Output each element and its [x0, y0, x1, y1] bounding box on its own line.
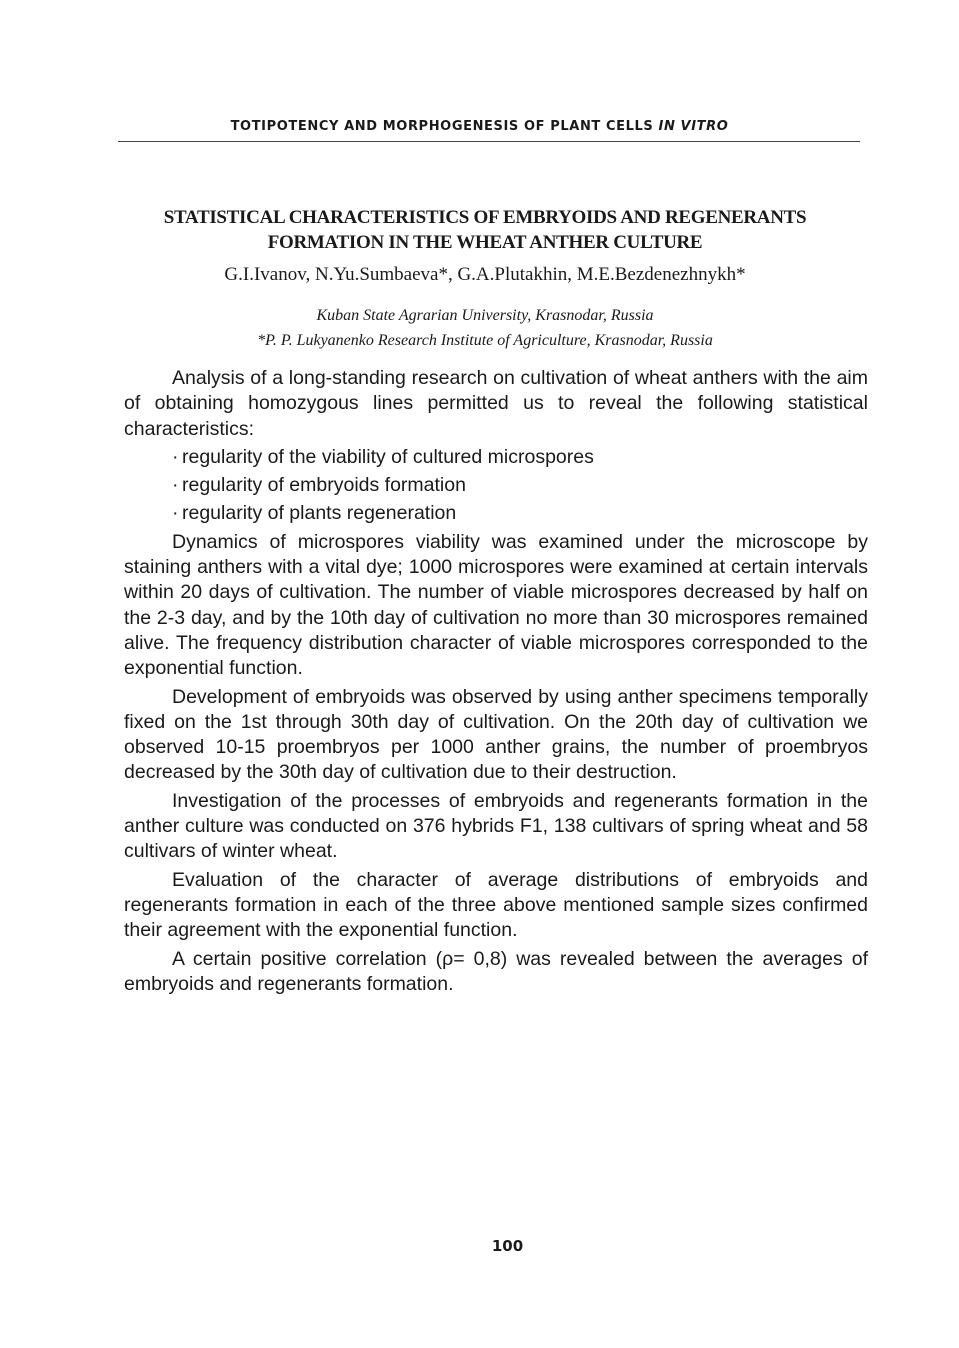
article-title — [110, 205, 860, 255]
paragraph-viability: Dynamics of microspores viability was examined under the microscope by staining anthers with a vital dye; 1000 microspores were examined at certain intervals within 20 days of cultivation. The number of viable microspores decreased by half on the 2-3 day, and by the 10th day of cultivation no more than 30 microspores remained alive. The frequency distribution character of viable microspores corresponded to the exponential function. — [124, 530, 868, 680]
title-line-2: FORMATION IN THE WHEAT ANTHER CULTURE — [267, 232, 703, 253]
list-item-text: regularity of the viability of cultured microspores — [182, 445, 594, 468]
paragraph-evaluation: Evaluation of the character of average distributions of embryoids and regenerants formation in each of the three above mentioned sample sizes confirmed their agreement with the exponential function. — [124, 868, 868, 942]
bullet-mark: · — [172, 445, 179, 468]
title-line-1: STATISTICAL CHARACTERISTICS OF EMBRYOIDS AND REGENERANTS — [163, 207, 807, 228]
characteristics-list — [124, 445, 868, 527]
intro-paragraph: Analysis of a long-standing research on cultivation of wheat anthers with the aim of obtaining homozygous lines permitted us to reveal the following statistical characteristics: — [124, 367, 868, 440]
bullet-mark: · — [172, 474, 179, 497]
list-item-text: regularity of plants regeneration — [182, 502, 457, 525]
page-number: 100 — [491, 1237, 524, 1255]
running-header-text: TOTIPOTENCY AND MORPHOGENESIS OF PLANT CELLS — [230, 119, 654, 134]
list-item-text: regularity of embryoids formation — [182, 474, 466, 497]
affiliation-2: *P. P. Lukyanenko Research Institute of Agriculture, Krasnodar, Russia — [257, 332, 713, 349]
list-item — [124, 473, 868, 498]
article-affiliations — [110, 303, 860, 353]
header-rule — [118, 141, 860, 142]
article-authors: G.I.Ivanov, N.Yu.Sumbaeva*, G.A.Plutakhin, M.E.Bezdenezhnykh* — [224, 264, 746, 285]
article-body — [124, 366, 868, 1000]
paragraph-correlation: A certain positive correlation (ρ= 0,8) was revealed between the averages of embryoids and regenerants formation. — [124, 947, 868, 995]
list-item — [124, 501, 868, 526]
paragraph-investigation: Investigation of the processes of embryoids and regenerants formation in the anther culture was conducted on 376 hybrids F1, 138 cultivars of spring wheat and 58 cultivars of winter wheat. — [124, 789, 868, 863]
list-item — [124, 445, 868, 470]
running-header-italic: IN VITRO — [658, 119, 729, 134]
affiliation-1: Kuban State Agrarian University, Krasnodar, Russia — [316, 307, 654, 324]
paragraph-embryoids: Development of embryoids was observed by using anther specimens temporally fixed on the 1st through 30th day of cultivation. On the 20th day of cultivation we observed 10-15 proembryos per 1000 anther grains, the number of proembryos decreased by the 30th day of cultivation due to their destruction. — [124, 685, 868, 784]
running-header — [0, 119, 959, 134]
bullet-mark: · — [172, 502, 179, 525]
